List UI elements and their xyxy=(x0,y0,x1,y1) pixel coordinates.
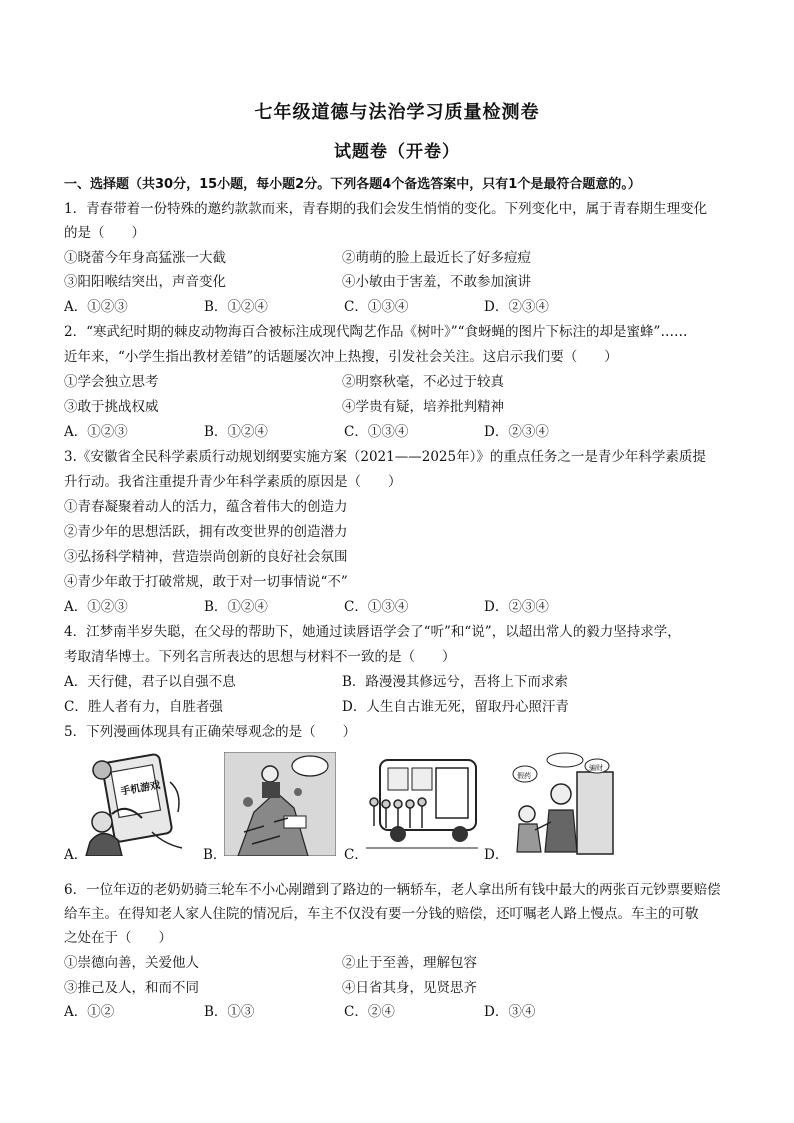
q2-option-3: ③敢于挑战权威 xyxy=(64,399,159,415)
q6-answer-c: C．②④ xyxy=(344,1004,395,1020)
q3-stem-line2: 升行动。我省注重提升青少年科学素质的原因是（ ） xyxy=(64,474,402,490)
page-title: 七年级道德与法治学习质量检测卷 xyxy=(254,102,540,123)
q2-answer-c: C．①③④ xyxy=(344,424,409,440)
q1-answer-c: C．①③④ xyxy=(344,299,409,315)
q4-option-c: C．胜人者有力，自胜者强 xyxy=(64,699,223,715)
q6-option-4: ④日省其身，见贤思齐 xyxy=(342,980,477,996)
cartoon-b-image xyxy=(224,752,336,856)
q6-answer-a: A．①② xyxy=(64,1004,115,1020)
q1-option-3: ③阳阳喉结突出，声音变化 xyxy=(64,274,226,290)
q3-answer-c: C．①③④ xyxy=(344,599,409,615)
q3-option-4: ④青少年敢于打破常规，敢于对一切事情说“不” xyxy=(64,574,348,590)
q6-stem-line1: 6．一位年迈的老奶奶骑三轮车不小心剐蹭到了路边的一辆轿车，老人拿出所有钱中最大的两张百元钞票要赔偿 xyxy=(64,882,721,898)
q6-stem-line3: 之处在于（ ） xyxy=(64,930,172,946)
q4-option-b: B．路漫漫其修远兮，吾将上下而求索 xyxy=(342,674,568,690)
q2-stem-line2: 近年来，“小学生指出教材差错”的话题屡次冲上热搜，引发社会关注。这启示我们要（ ） xyxy=(64,349,618,365)
q4-option-d: D．人生自古谁无死，留取丹心照汗青 xyxy=(342,699,569,715)
q3-stem-line1: 3.《安徽省全民科学素质行动规划纲要实施方案（2021——2025年）》的重点任务之一是青少年科学素质提 xyxy=(64,449,706,465)
cartoon-d-image xyxy=(505,752,617,856)
cartoon-a-sign: 手机游戏 xyxy=(119,779,162,798)
q6-option-3: ③推己及人，和而不同 xyxy=(64,980,199,996)
q4-stem-line1: 4．江梦南半岁失聪，在父母的帮助下，她通过读唇语学会了“听”和“说”，以超出常人的毅力坚持求学， xyxy=(64,624,681,640)
q3-answer-d: D．②③④ xyxy=(484,599,549,615)
cartoon-c-label: C． xyxy=(344,847,368,863)
q4-stem-line2: 考取清华博士。下列名言所表达的思想与材料不一致的是（ ） xyxy=(64,649,456,665)
q2-option-2: ②明察秋毫，不必过于较真 xyxy=(342,374,504,390)
q1-stem-line2: 的是（ ） xyxy=(64,225,145,241)
q3-answer-a: A．①②③ xyxy=(64,599,128,615)
q6-stem-line2: 给车主。在得知老人家人住院的情况后，车主不仅没有要一分钱的赔偿，还叮嘱老人路上慢点。车主的可敬 xyxy=(64,906,699,922)
q6-option-1: ①崇德向善，关爱他人 xyxy=(64,955,199,971)
q1-stem-line1: 1．青春带着一份特殊的邀约款款而来，青春期的我们会发生悄悄的变化。下列变化中，属于青春期生理变化 xyxy=(64,201,708,217)
q1-answer-a: A．①②③ xyxy=(64,299,128,315)
q2-answer-a: A．①②③ xyxy=(64,424,128,440)
q6-answer-b: B．①③ xyxy=(204,1004,255,1020)
q3-option-3: ③弘扬科学精神，营造崇尚创新的良好社会氛围 xyxy=(64,549,348,565)
page-subtitle: 试题卷（开卷） xyxy=(334,142,460,162)
q3-option-1: ①青春凝聚着动人的活力，蕴含着伟大的创造力 xyxy=(64,499,348,515)
q5-stem: 5．下列漫画体现具有正确荣辱观念的是（ ） xyxy=(64,724,357,740)
cartoon-c-image xyxy=(366,752,478,856)
q6-option-2: ②止于至善，理解包容 xyxy=(342,955,477,971)
q1-option-4: ④小敏由于害羞，不敢参加演讲 xyxy=(342,274,531,290)
q1-answer-d: D．②③④ xyxy=(484,299,549,315)
q2-stem-line1: 2．“寒武纪时期的棘皮动物海百合被标注成现代陶艺作品《树叶》”“食蚜蝇的图片下标注的却是蜜蜂”…… xyxy=(64,324,688,340)
q1-option-1: ①晓蕾今年身高猛涨一大截 xyxy=(64,250,226,266)
cartoon-b-label: B． xyxy=(203,847,227,863)
q1-answer-b: B．①②④ xyxy=(204,299,268,315)
q6-answer-d: D．③④ xyxy=(484,1004,536,1020)
cartoon-d-sign-1: 假药 xyxy=(517,772,531,780)
q2-answer-d: D．②③④ xyxy=(484,424,549,440)
cartoon-d-sign-2: 骗财 xyxy=(589,764,603,772)
q2-answer-b: B．①②④ xyxy=(204,424,268,440)
q1-option-2: ②萌萌的脸上最近长了好多痘痘 xyxy=(342,250,531,266)
section-heading: 一、选择题（共30分，15小题，每小题2分。下列各题4个备选答案中，只有1个是最符合题意的。） xyxy=(64,177,641,192)
q2-option-4: ④学贵有疑，培养批判精神 xyxy=(342,399,504,415)
cartoon-d-label: D． xyxy=(484,847,509,863)
cartoon-a-image xyxy=(82,752,194,856)
q3-answer-b: B．①②④ xyxy=(204,599,268,615)
q3-option-2: ②青少年的思想活跃，拥有改变世界的创造潜力 xyxy=(64,524,348,540)
q4-option-a: A．天行健，君子以自强不息 xyxy=(64,674,236,690)
q2-option-1: ①学会独立思考 xyxy=(64,374,159,390)
cartoon-a-label: A． xyxy=(64,847,88,863)
